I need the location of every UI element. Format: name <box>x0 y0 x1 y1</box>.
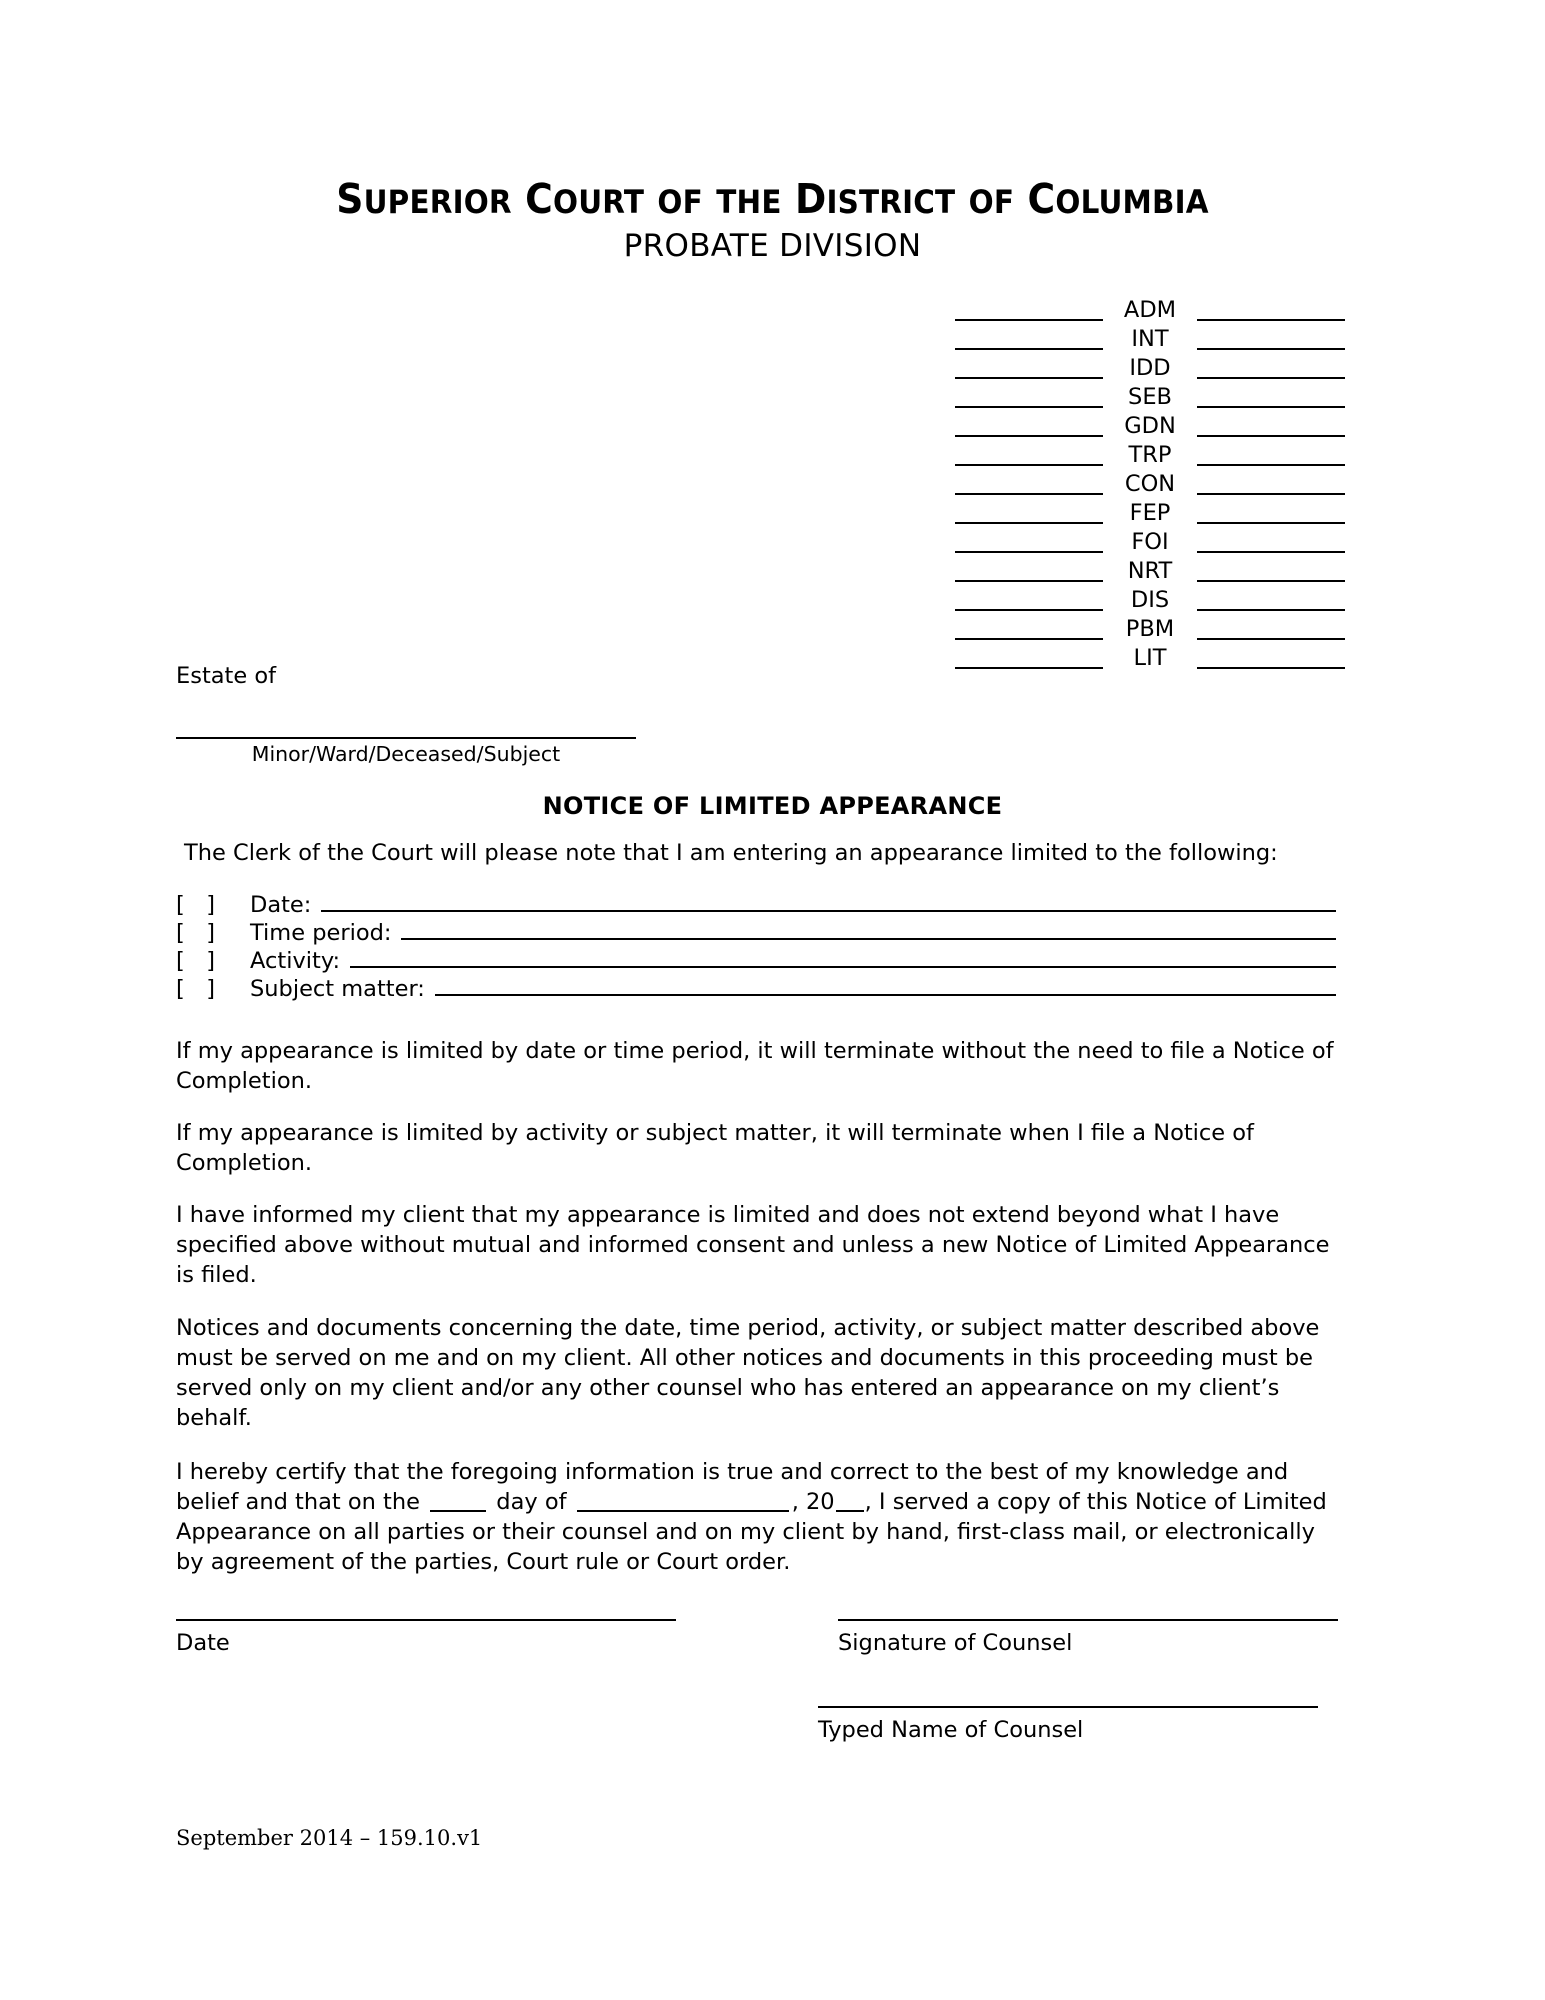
case-code-left-blank[interactable] <box>955 471 1103 495</box>
case-code-right-blank[interactable] <box>1197 413 1345 437</box>
checkbox-subject-matter[interactable]: [ ] <box>176 976 216 1002</box>
checkbox-time-period[interactable]: [ ] <box>176 920 216 946</box>
paragraph-date-time-termination: If my appearance is limited by date or time period, it will terminate without the need to file a Notice of Completion. <box>176 1038 1334 1094</box>
case-code-label: NRT <box>1127 558 1173 584</box>
case-code-right-blank[interactable] <box>1197 529 1345 553</box>
certification-month-blank[interactable] <box>577 1510 789 1512</box>
case-code-left-blank[interactable] <box>955 645 1103 669</box>
estate-of-label: Estate of <box>176 663 277 689</box>
estate-name-caption: Minor/Ward/Deceased/Subject <box>251 742 561 766</box>
checklist-label-activity: Activity: <box>250 948 341 974</box>
case-code-row <box>955 524 1345 553</box>
case-code-row <box>955 408 1345 437</box>
limitation-checklist <box>176 891 1336 1003</box>
case-code-label: DIS <box>1130 587 1170 613</box>
case-code-left-blank[interactable] <box>955 413 1103 437</box>
case-code-row <box>955 321 1345 350</box>
counsel-typed-name-line[interactable] <box>818 1705 1318 1708</box>
division-title: PROBATE DIVISION <box>623 228 922 265</box>
estate-name-blank[interactable] <box>176 736 636 739</box>
counsel-signature-line[interactable] <box>838 1618 1338 1621</box>
checklist-input-date[interactable] <box>321 891 1336 912</box>
case-code-left-blank[interactable] <box>955 297 1103 321</box>
checklist-label-date: Date: <box>250 892 312 918</box>
checklist-row-activity <box>176 947 1336 975</box>
certification-text-part2: day of <box>496 1489 567 1515</box>
case-code-row <box>955 466 1345 495</box>
case-code-label: CON <box>1124 471 1176 497</box>
signature-block <box>176 1618 1338 1656</box>
form-intro-text: The Clerk of the Court will please note that I am entering an appearance limited to the following: <box>184 840 1278 866</box>
case-code-label: ADM <box>1123 297 1177 323</box>
counsel-typed-name-field <box>818 1705 1318 1743</box>
case-code-right-blank[interactable] <box>1197 471 1345 495</box>
form-version-footer: September 2014 – 159.10.v1 <box>176 1826 483 1850</box>
case-code-right-blank[interactable] <box>1197 587 1345 611</box>
checkbox-activity[interactable]: [ ] <box>176 948 216 974</box>
case-code-row <box>955 582 1345 611</box>
case-code-label: IDD <box>1129 355 1171 381</box>
case-code-label: PBM <box>1125 616 1175 642</box>
case-code-row <box>955 437 1345 466</box>
case-code-label: FOI <box>1131 529 1169 555</box>
form-title: NOTICE OF LIMITED APPEARANCE <box>542 792 1003 820</box>
case-code-label: FEP <box>1129 500 1171 526</box>
date-signature-caption: Date <box>176 1630 230 1656</box>
case-code-right-blank[interactable] <box>1197 355 1345 379</box>
case-code-left-blank[interactable] <box>955 558 1103 582</box>
checklist-input-activity[interactable] <box>350 947 1336 968</box>
paragraph-service-of-notices: Notices and documents concerning the date, time period, activity, or subject matter described above must be served on me and on my client. All other notices and documents in this proceeding must be served only on my client and/or any other counsel who has entered an appearance on my client’s behalf. <box>176 1315 1320 1431</box>
case-code-label: LIT <box>1133 645 1167 671</box>
case-code-label: INT <box>1131 326 1169 352</box>
case-code-right-blank[interactable] <box>1197 297 1345 321</box>
case-code-right-blank[interactable] <box>1197 326 1345 350</box>
checklist-label-subject-matter: Subject matter: <box>250 976 425 1002</box>
case-code-right-blank[interactable] <box>1197 442 1345 466</box>
case-code-left-blank[interactable] <box>955 355 1103 379</box>
case-code-row <box>955 292 1345 321</box>
case-code-block <box>955 292 1345 669</box>
case-code-right-blank[interactable] <box>1197 384 1345 408</box>
counsel-typed-name-caption: Typed Name of Counsel <box>818 1717 1084 1743</box>
case-code-label: GDN <box>1124 413 1176 439</box>
case-code-left-blank[interactable] <box>955 616 1103 640</box>
case-code-left-blank[interactable] <box>955 384 1103 408</box>
court-title: SUPERIOR COURT OF THE DISTRICT OF COLUMBIA <box>336 175 1209 223</box>
counsel-signature-caption: Signature of Counsel <box>838 1630 1073 1656</box>
certification-year-blank[interactable] <box>836 1510 864 1512</box>
case-code-row <box>955 495 1345 524</box>
case-code-row <box>955 350 1345 379</box>
date-signature-field <box>176 1618 676 1656</box>
certification-text-part1: I hereby certify that the foregoing information is true and correct to the best of my knowledge and belief and that on the <box>176 1459 1289 1515</box>
paragraph-activity-subject-termination: If my appearance is limited by activity or subject matter, it will terminate when I file a Notice of Completion. <box>176 1120 1254 1176</box>
checklist-input-subject-matter[interactable] <box>435 975 1336 996</box>
certification-day-blank[interactable] <box>430 1510 486 1512</box>
checklist-row-date <box>176 891 1336 919</box>
case-code-label: SEB <box>1128 384 1172 410</box>
case-code-left-blank[interactable] <box>955 529 1103 553</box>
paragraph-client-informed: I have informed my client that my appearance is limited and does not extend beyond what I have specified above without mutual and informed consent and unless a new Notice of Limited Appearance is filed. <box>176 1202 1330 1288</box>
checklist-row-time-period <box>176 919 1336 947</box>
case-code-row <box>955 553 1345 582</box>
paragraph-certification <box>176 1457 1338 1577</box>
signature-row-primary <box>176 1618 1338 1656</box>
case-code-row <box>955 640 1345 669</box>
certification-text-part4: , I served a copy of this Notice of Limited Appearance on all parties or their counsel and on my client by hand, first-class mail, or electronically by agreement of the parties, Court rule or Court order. <box>176 1489 1327 1575</box>
case-code-right-blank[interactable] <box>1197 500 1345 524</box>
checkbox-date[interactable]: [ ] <box>176 892 216 918</box>
case-code-row <box>955 611 1345 640</box>
case-code-left-blank[interactable] <box>955 326 1103 350</box>
case-code-left-blank[interactable] <box>955 500 1103 524</box>
checklist-input-time-period[interactable] <box>401 919 1336 940</box>
checklist-row-subject-matter <box>176 975 1336 1003</box>
document-header <box>0 0 1545 264</box>
case-code-right-blank[interactable] <box>1197 616 1345 640</box>
case-code-left-blank[interactable] <box>955 587 1103 611</box>
case-code-left-blank[interactable] <box>955 442 1103 466</box>
certification-text-part3: , 20 <box>791 1489 835 1515</box>
case-code-right-blank[interactable] <box>1197 645 1345 669</box>
checklist-label-time-period: Time period: <box>250 920 392 946</box>
case-code-row <box>955 379 1345 408</box>
case-code-right-blank[interactable] <box>1197 558 1345 582</box>
counsel-signature-field <box>838 1618 1338 1656</box>
date-signature-line[interactable] <box>176 1618 676 1621</box>
case-code-label: TRP <box>1128 442 1172 468</box>
